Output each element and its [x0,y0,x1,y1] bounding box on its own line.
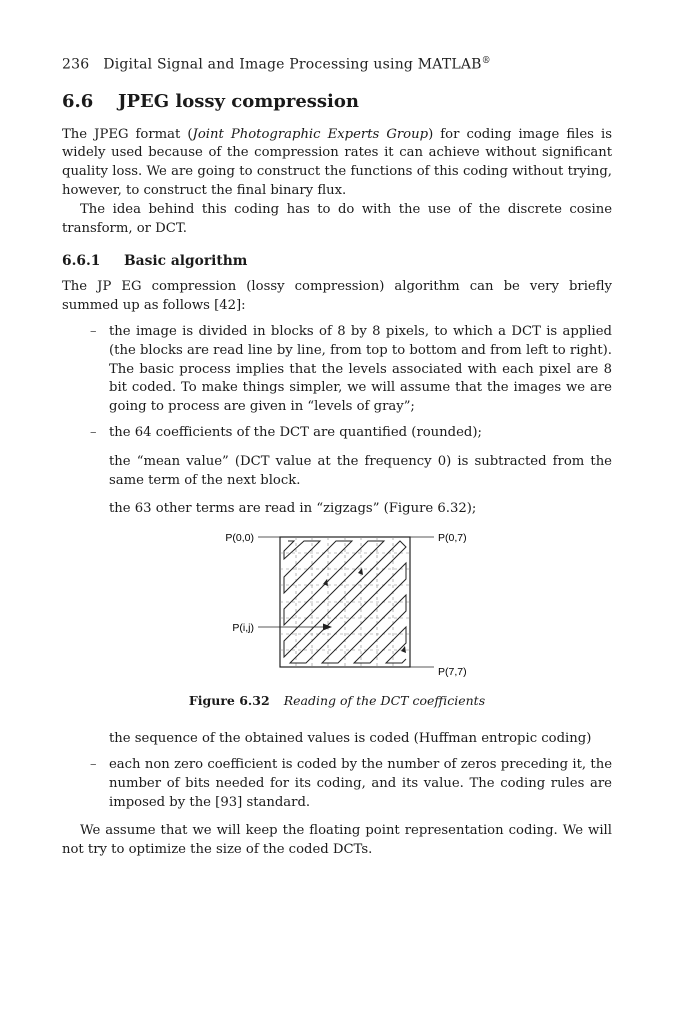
book-title: Digital Signal and Image Processing using MATLAB [103,56,482,73]
subsection-title: Basic algorithm [124,253,248,270]
list-item-text: each non zero coefficient is coded by the number of zeros preceding it, the number of bits needed for its coding, and its value. The coding rules are imposed by the [93] standard. [109,757,612,810]
list-item [62,730,612,749]
bullet-dash: – [90,757,97,772]
figure-caption [62,693,612,708]
page-content [62,56,612,860]
list-item-text: the 63 other terms are read in “zigzags” (Figure 6.32); [109,501,477,517]
path-arrows [323,568,406,653]
label-p77: P(7,7) [438,666,467,679]
running-head [62,56,612,73]
figure-number: Figure 6.32 [188,693,270,709]
list-item-text: the “mean value” (DCT value at the frequency 0) is subtracted from the same term of the next block. [109,453,612,488]
intro-paragraph-2: The idea behind this coding has to do with the use of the discrete cosine transform, or DCT. [62,201,612,236]
jpeg-expansion: Joint Photographic Experts Group [192,126,429,142]
list-item-text: the 64 coefficients of the DCT are quantified (rounded); [109,425,482,441]
section-title: JPEG lossy compression [118,90,359,112]
list-item [62,424,612,443]
list-item [62,453,612,491]
zigzag-diagram [62,527,612,687]
intro-paragraph-1: The JPEG format (Joint Photographic Experts Group) for coding image files is widely used because of the compression rates it can achieve without significant quality loss. We are going to construct the functions of this coding without trying, however, to construct the final binary flux. [62,126,612,199]
subsection-number: 6.6.1 [62,253,101,270]
grid-lines [280,537,410,667]
list-item-text: the image is divided in blocks of 8 by 8 pixels, to which a DCT is applied (the blocks are read line by line, from top to bottom and from left to right). The basic process implies that the levels associated with each pixel are 8 bit coded. To make things simpler, we will assume that the images we are going to process are given in “levels of gray”; [109,324,612,415]
label-p00: P(0,0) [225,532,254,545]
section-heading [62,91,612,112]
trademark-symbol: ® [481,56,491,66]
subsection-heading [62,253,612,269]
page-number: 236 [62,56,90,73]
zigzag-figure [62,527,612,687]
list-item [62,323,612,417]
closing-paragraph: We assume that we will keep the floating point representation coding. We will not try to optimize the size of the coded DCTs. [62,823,612,858]
bullet-dash: – [90,324,97,340]
list-item [62,756,612,812]
bullet-dash: – [90,425,97,441]
figure-title: Reading of the DCT coefficients [283,693,486,709]
zigzag-path [284,541,406,663]
algorithm-intro: The JP EG compression (lossy compression) algorithm can be very briefly summed up as follows [42]: [62,279,612,314]
label-pij: P(i,j) [232,622,254,635]
list-item-text: the sequence of the obtained values is coded (Huffman entropic coding) [109,731,592,747]
list-item [62,500,612,519]
label-p07: P(0,7) [438,532,467,545]
section-number: 6.6 [62,90,94,112]
